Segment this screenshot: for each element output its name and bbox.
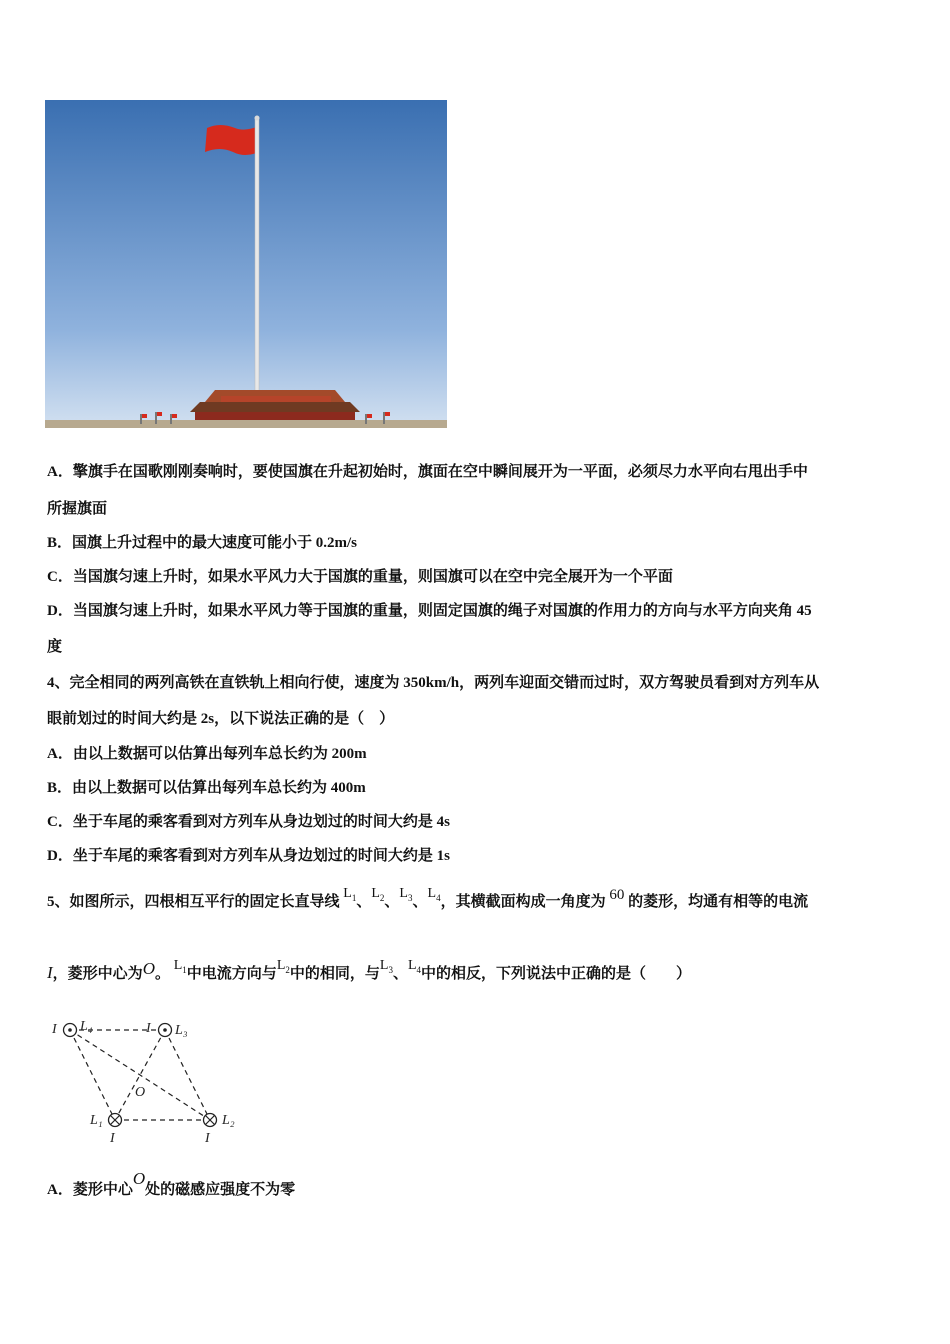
label-l4: L₄ [80, 1019, 93, 1034]
symbol-l4: $L_4$ [407, 958, 422, 975]
label-o: O [135, 1085, 146, 1100]
q3-option-b: B．国旗上升过程中的最大速度可能小于 0.2m/s [47, 535, 358, 551]
q3-option-a-line1: A．擎旗手在国歌刚刚奏响时，要使国旗在升起初始时，旗面在空中瞬间展开为一平面，必须尽力水平向右甩出手中 [47, 464, 808, 480]
q5-option-a-part1: A．菱形中心 [47, 1182, 133, 1198]
symbol-l1: $L_1$ [343, 886, 357, 903]
flag-photo [45, 100, 447, 428]
current-symbol: I [47, 963, 53, 982]
symbol-l1: $L_1$ [173, 958, 187, 975]
q5-stem-e: 。 [154, 966, 170, 982]
q5-option-a [47, 1169, 296, 1199]
q5-stem-a: 5、如图所示，四根相互平行的固定长直导线 [47, 894, 340, 910]
label-i-l2: I [205, 1131, 210, 1146]
flag-pole [255, 118, 259, 428]
q5-stem-g: 中的相同，与 [289, 966, 380, 982]
label-i-l3: I [146, 1021, 151, 1036]
q4-option-d: D．坐于车尾的乘客看到对方列车从身边划过的时间大约是 1s [47, 848, 450, 864]
q3-option-c: C．当国旗匀速上升时，如果水平风力大于国旗的重量，则国旗可以在空中完全展开为一个平面 [47, 569, 673, 585]
q5-stem-h: 中的相反，下列说法中正确的是（ ） [421, 966, 692, 982]
separator: 、 [412, 894, 428, 910]
symbol-l4: $L_4$ [427, 886, 441, 903]
rhombus-diagram-svg [45, 1010, 255, 1150]
flag-photo-illustration [45, 100, 447, 428]
rhombus-diagram [45, 1010, 255, 1150]
q4-option-c: C．坐于车尾的乘客看到对方列车从身边划过的时间大约是 4s [47, 814, 450, 830]
symbol-l3: $L_3$ [379, 958, 393, 975]
label-i-l1: I [110, 1131, 115, 1146]
separator: 、 [392, 966, 408, 982]
q3-option-d-line2: 度 [47, 639, 63, 655]
q3-option-d-line1: D．当国旗匀速上升时，如果水平风力等于国旗的重量，则固定国旗的绳子对国旗的作用力的方向与水平方向夹角 45 [47, 603, 812, 619]
label-l3: L₃ [175, 1023, 188, 1038]
center-symbol: O [142, 959, 155, 978]
q5-stem-line2 [47, 958, 692, 984]
q3-option-a-line2: 所握旗面 [47, 501, 108, 517]
q4-stem-line2: 眼前划过的时间大约是 2s，以下说法正确的是（ ） [47, 711, 395, 727]
q4-option-b: B．由以上数据可以估算出每列车总长约为 400m [47, 780, 366, 796]
q4-option-a: A．由以上数据可以估算出每列车总长约为 200m [47, 746, 367, 762]
q4-stem-line1: 4、完全相同的两列高铁在直铁轨上相向行使，速度为 350km/h，两列车迎面交错而过时，双方驾驶员看到对方列车从 [47, 675, 820, 691]
q5-stem-f: 中电流方向与 [186, 966, 277, 982]
center-symbol: O [132, 1169, 146, 1188]
separator: 、 [356, 894, 372, 910]
q5-option-a-part2: 处的磁感应强度不为零 [145, 1182, 296, 1198]
separator: 、 [384, 894, 400, 910]
q5-stem-line1 [47, 886, 809, 912]
symbol-l2: $L_2$ [371, 886, 385, 903]
label-l1: L₁ [90, 1113, 103, 1128]
symbol-l3: $L_3$ [399, 886, 413, 903]
label-i-l4: I [52, 1022, 57, 1037]
symbol-l2: $L_2$ [276, 958, 290, 975]
q5-stem-b: ，其横截面构成一角度为 [440, 894, 606, 910]
label-l2: L₂ [222, 1113, 235, 1128]
angle-value: 60 [609, 887, 625, 903]
q5-stem-d: ，菱形中心为 [52, 966, 143, 982]
q5-stem-c: 的菱形，均通有相等的电流 [628, 894, 809, 910]
